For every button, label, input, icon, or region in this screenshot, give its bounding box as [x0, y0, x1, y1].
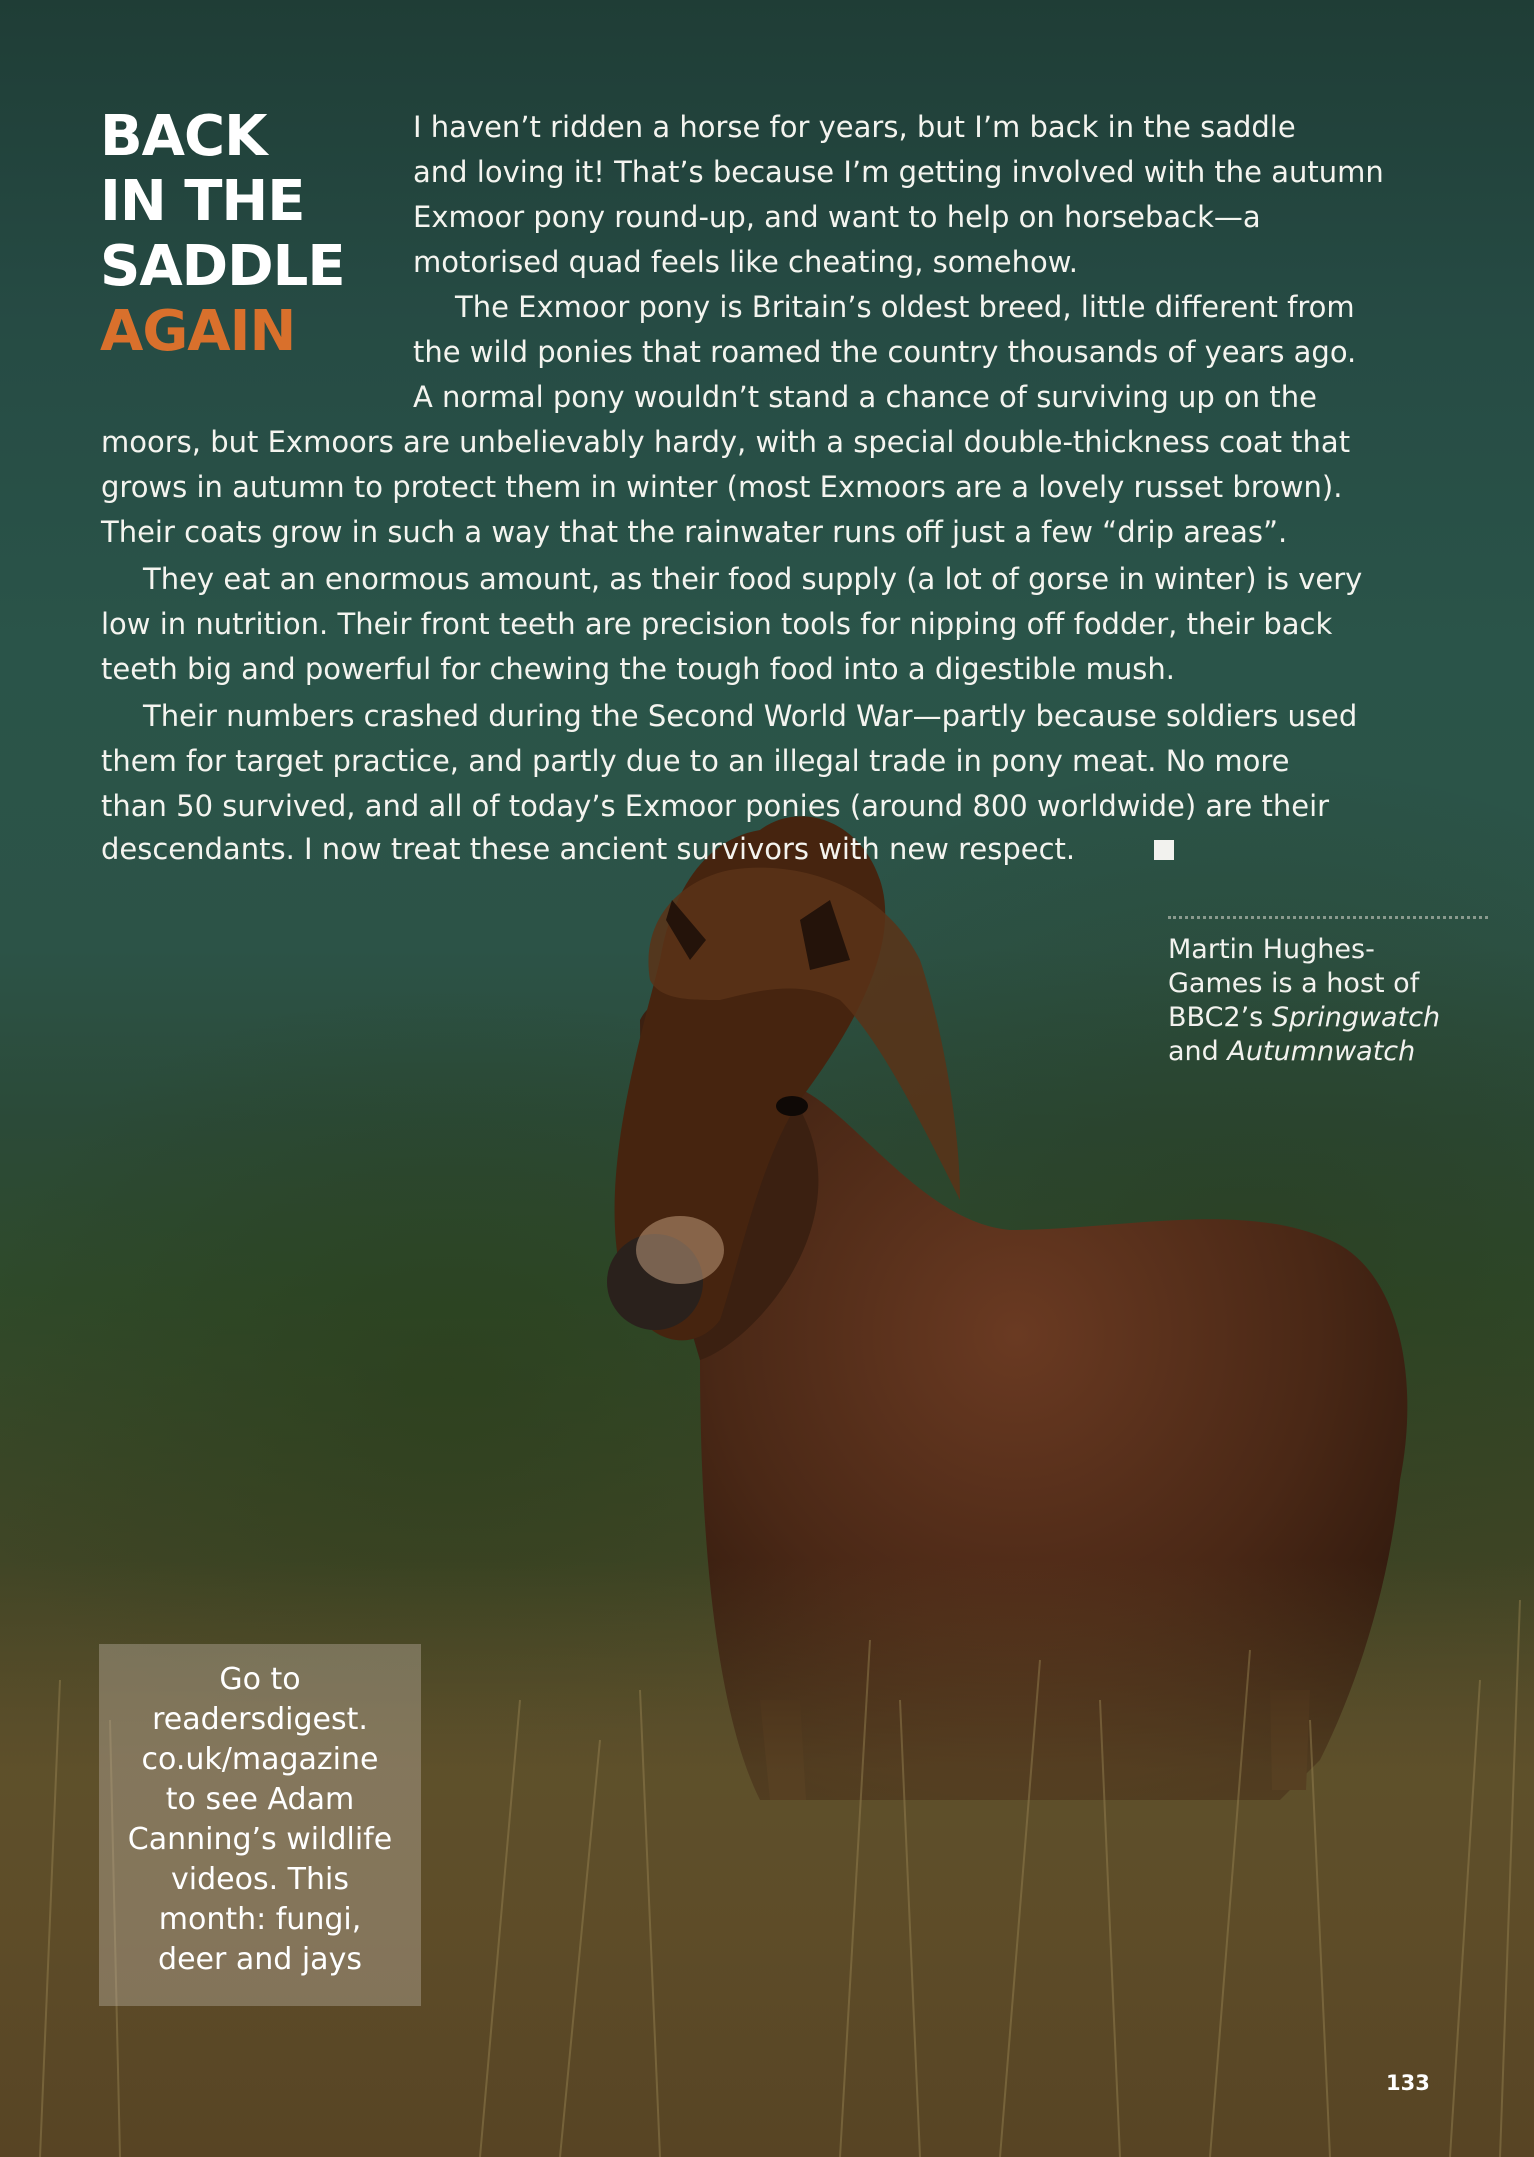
page-number: 133 [1386, 2071, 1430, 2095]
caption-text: BBC2’s [1168, 1002, 1272, 1033]
end-of-article-square-icon [1154, 840, 1174, 860]
body-line: grows in autumn to protect them in winter (most Exmoors are a lovely russet brown). [101, 470, 1343, 504]
body-line: the wild ponies that roamed the country thousands of years ago. [413, 335, 1357, 369]
headline-line-3: SADDLE [100, 234, 345, 299]
body-line: Their coats grow in such a way that the rainwater runs off just a few “drip areas”. [101, 515, 1288, 549]
caption-text: and [1168, 1036, 1228, 1067]
headline-line-4-accent: AGAIN [100, 299, 296, 364]
promo-link-line: co.uk/magazine [141, 1742, 379, 1777]
promo-line: to see Adam [165, 1782, 355, 1817]
promo-line: Canning’s wildlife [127, 1822, 393, 1857]
author-caption [1168, 916, 1488, 1069]
body-line: Exmoor pony round-up, and want to help on horseback—a [413, 200, 1261, 234]
caption-divider [1168, 916, 1488, 919]
body-line: I haven’t ridden a horse for years, but I’m back in the saddle [413, 110, 1296, 144]
body-line: Their numbers crashed during the Second World War—partly because soldiers used [143, 699, 1358, 733]
caption-line: Martin Hughes- [1168, 934, 1375, 965]
caption-line: Games is a host of [1168, 968, 1420, 999]
headline [100, 104, 380, 364]
promo-box [99, 1644, 421, 2006]
body-line: teeth big and powerful for chewing the tough food into a digestible mush. [101, 652, 1175, 686]
body-line: low in nutrition. Their front teeth are precision tools for nipping off fodder, their back [101, 607, 1333, 641]
body-line: moors, but Exmoors are unbelievably hardy, with a special double-thickness coat that [101, 425, 1351, 459]
pony-muzzle-light [636, 1216, 724, 1284]
headline-line-2: IN THE [100, 169, 305, 234]
headline-line-1: BACK [100, 104, 267, 169]
body-line: A normal pony wouldn’t stand a chance of surviving up on the [413, 380, 1317, 414]
body-line: The Exmoor pony is Britain’s oldest breed, little different from [455, 290, 1355, 324]
body-line: They eat an enormous amount, as their food supply (a lot of gorse in winter) is very [143, 562, 1363, 596]
promo-line: deer and jays [158, 1942, 362, 1977]
body-line: descendants. I now treat these ancient survivors with new respect. [101, 832, 1076, 866]
promo-link-line: readersdigest. [152, 1702, 368, 1737]
caption-line [1168, 1001, 1488, 1035]
show-title-autumnwatch: Autumnwatch [1227, 1036, 1416, 1067]
body-line: them for target practice, and partly due to an illegal trade in pony meat. No more [101, 744, 1290, 778]
promo-line: month: fungi, [158, 1902, 362, 1937]
body-line: than 50 survived, and all of today’s Exmoor ponies (around 800 worldwide) are their [101, 789, 1330, 823]
promo-line: Go to [219, 1662, 301, 1697]
show-title-springwatch: Springwatch [1271, 1002, 1441, 1033]
promo-line: videos. This [171, 1862, 349, 1897]
body-line: and loving it! That’s because I’m getting involved with the autumn [413, 155, 1384, 189]
caption-line [1168, 1035, 1488, 1069]
body-line: motorised quad feels like cheating, somehow. [413, 245, 1078, 279]
pony-eye [776, 1096, 808, 1116]
